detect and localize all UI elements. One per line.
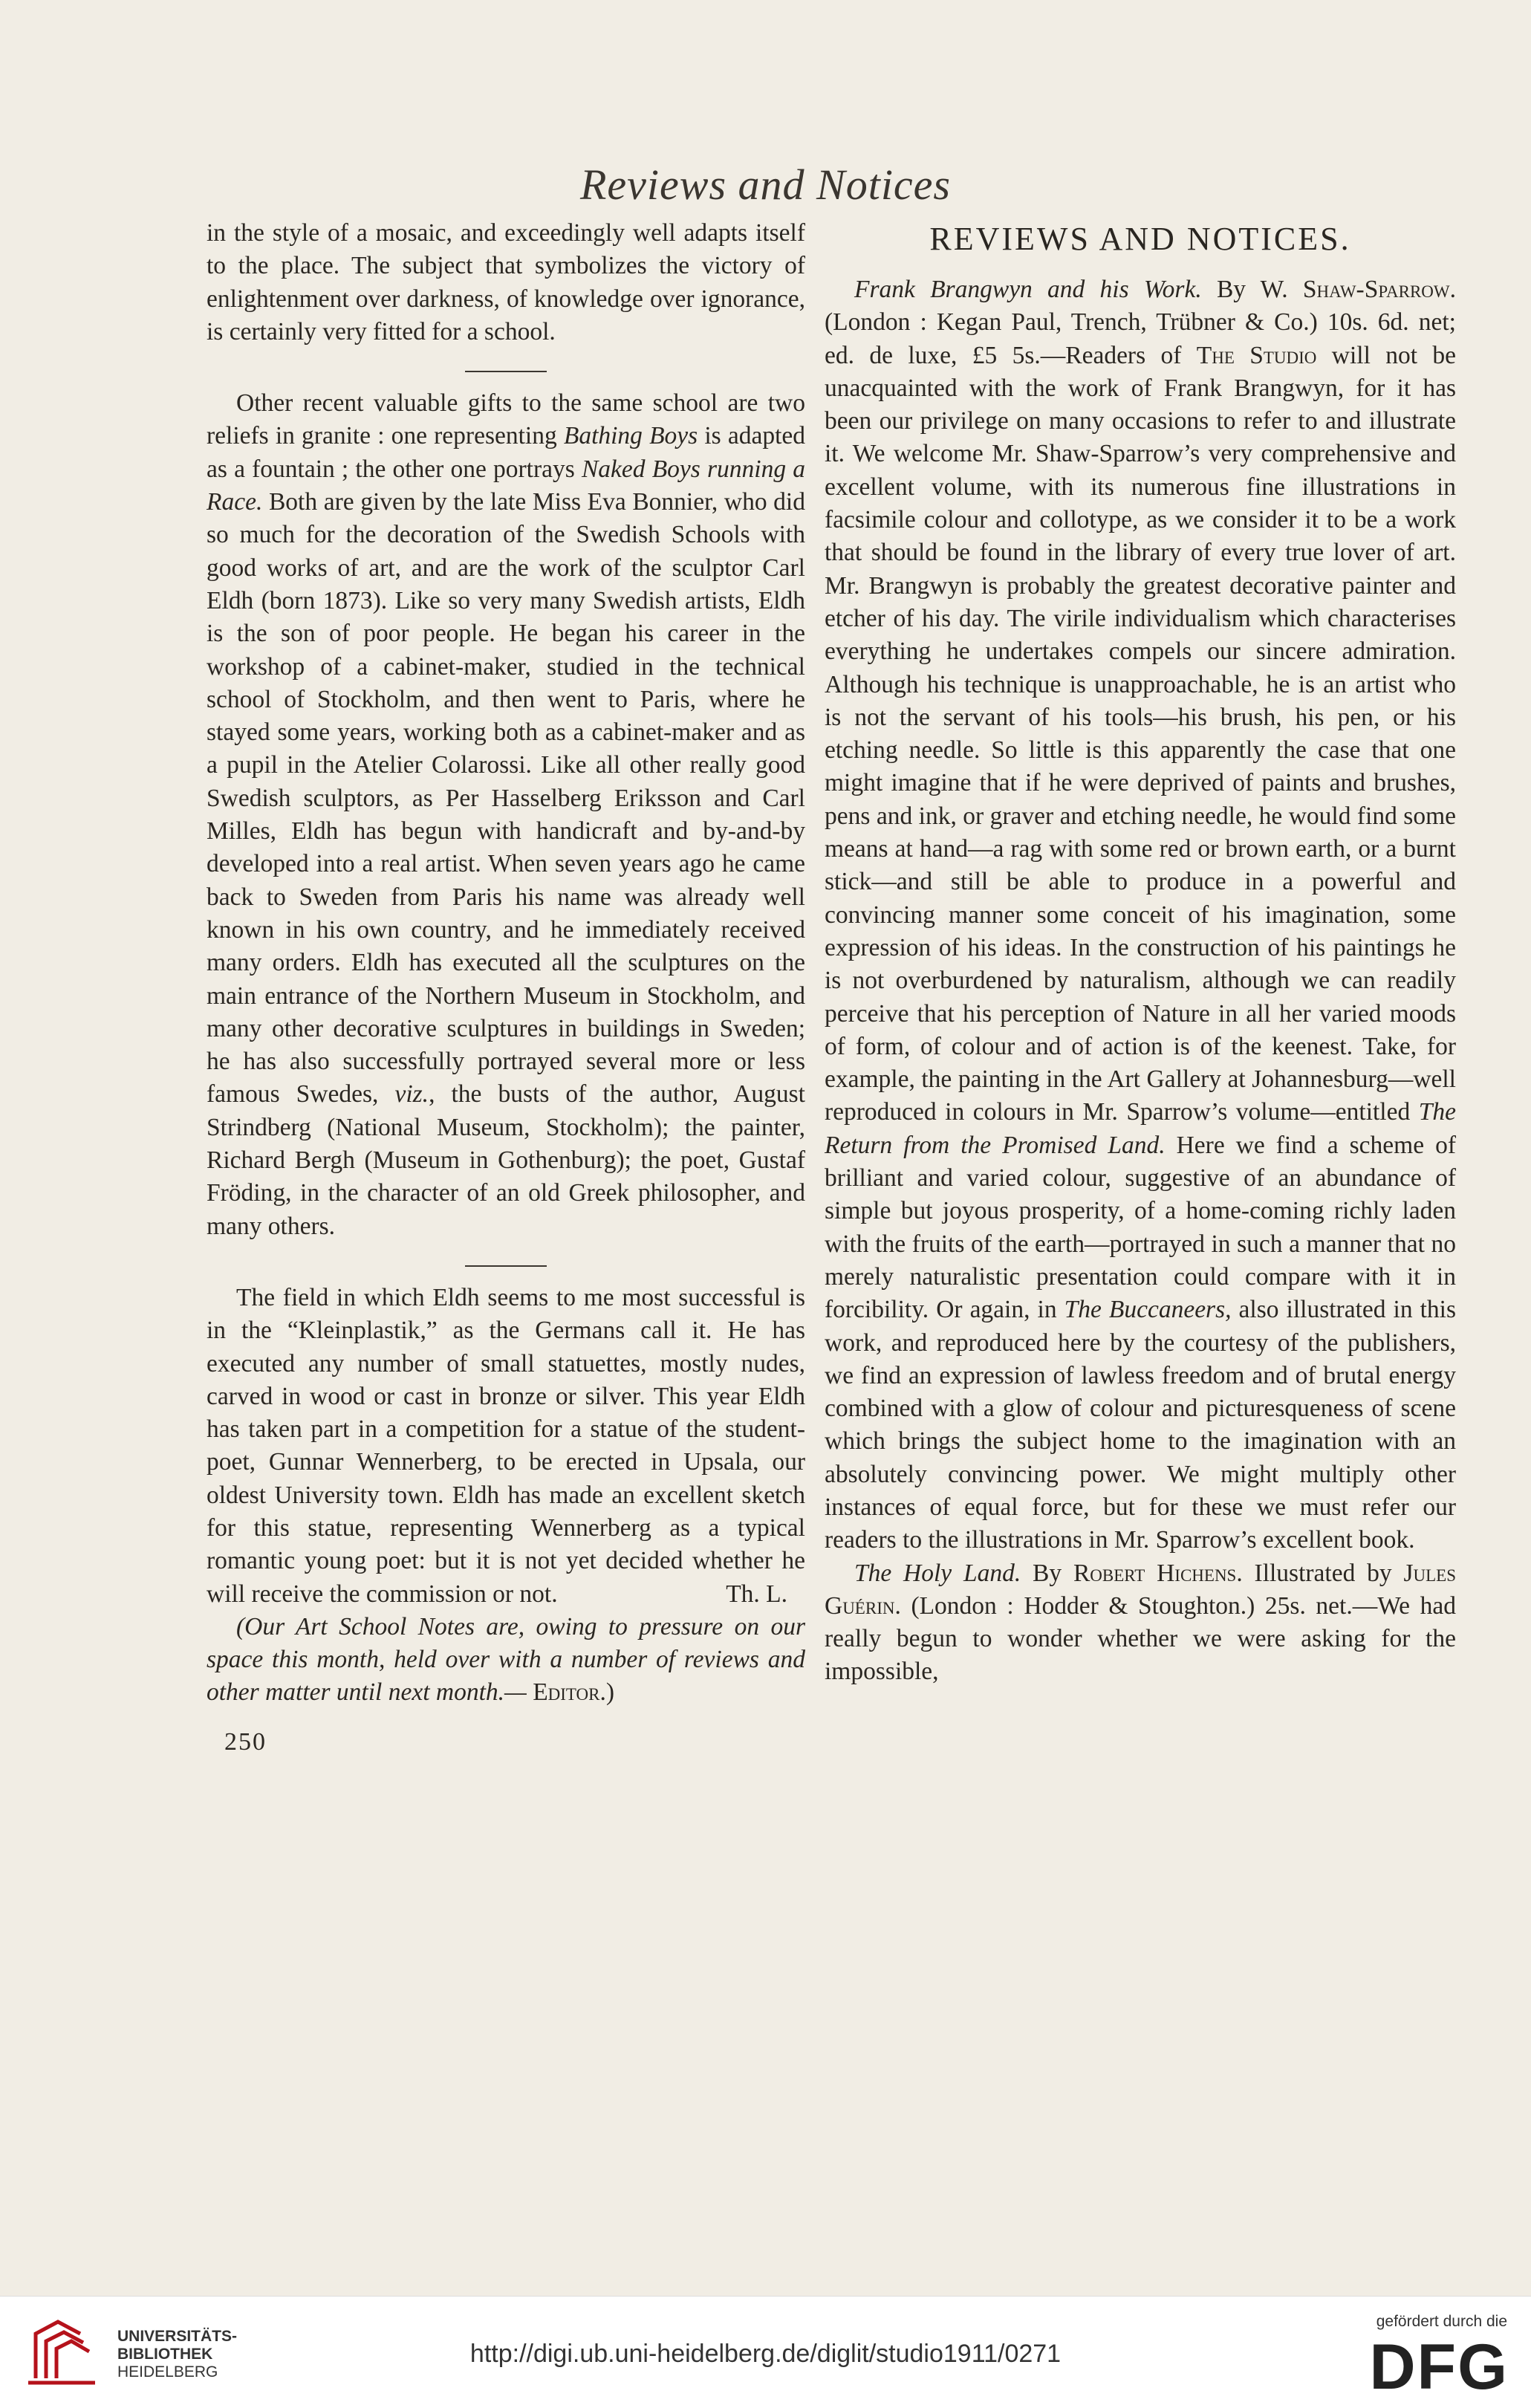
institution-line: BIBLIOTHEK (117, 2346, 213, 2363)
text-run: will not be unacquainted with the work of Frank Brangwyn, for it has been our privilege on many occasions to refer to and illustrate it. We welcome Mr. Shaw-Sparrow’s very comprehensive and excellent volume, with its numerous fine illustrations in facsimile colour and collotype, as we consider it to be a work that should be found in the library of every true lover of art. Mr. Brangwyn is probably the greatest decorative painter and etcher of his day. The virile individualism which characterises everything he undertakes compels our sincere admiration. Although his technique is unapproachable, he is an artist who is not the servant of his tools—his brush, his pen, or his etching needle. So little is this apparently the case that one might imagine that if he were deprived of paints and brushes, pens and ink, or graver and etching needle, he would find some means at hand—a rag with some red or brown earth, or a burnt stick—and still be able to produce in a powerful and convincing manner some conceit of his imagination, some expression of his ideas. In the construction of his paintings he is not overburdened by naturalism, although we can readily perceive that his perception of Nature in all her varied moods of form, of colour and of action is of the keenest. Take, for example, the painting in the Art Gallery at Johannesburg—well reproduced in colours in Mr. Sparrow’s volume—entitled (825, 341, 1457, 1126)
book-author: Robert Hichens. (1073, 1559, 1243, 1587)
text-run: also illustrated in this work, and reproduced here by the courtesy of the publishers, we find an expression of lawless freedom and of brutal energy combined with a glow of colour and picturesqueness of scene which brings the subject home to the imagination with an absolutely convincing power. We might multiply other instances of equal force, but for these we must refer our readers to the illustrations in Mr. Sparrow’s excellent book. (825, 1296, 1457, 1554)
editor-note (207, 1611, 805, 1710)
review-holy-land (825, 1557, 1456, 1689)
dfg-logo: DFG (1369, 2331, 1509, 2403)
left-paragraph-2 (207, 387, 805, 1243)
section-title: REVIEWS AND NOTICES. (929, 221, 1351, 257)
text-run: Both are given by the late Miss Eva Bonnier, who did so much for the decoration of the Swedish Schools with good works of art, and are the work of the sculptor Carl Eldh (born 1873). Like so very many Swedish artists, Eldh is the son of poor people. He began his career in the workshop of a cabinet-maker, studied in the technical school of Stockholm, and then went to Paris, where he stayed some years, working both as a cabinet-maker and as a pupil in the Atelier Colarossi. Like all other really good Swedish sculptors, as Per Hasselberg Eriksson and Carl Milles, Eldh has begun with handicraft and by-and-by developed into a real artist. When seven years ago he came back to Sweden from Paris his name was already well known in his own country, and he immediately received many orders. Eldh has executed all the sculptures on the main entrance of the Northern Museum in Stockholm, and many other decorative sculptures in buildings in Sweden; he has also successfully portrayed several more or less famous Swedes, (207, 488, 805, 1109)
funded-by-label: gefördert durch die (1376, 2313, 1507, 2330)
book-title: The Holy Land. (854, 1559, 1021, 1587)
abbreviation: viz. (394, 1080, 429, 1109)
text-run: Illustrated by (1242, 1559, 1404, 1587)
left-paragraph-3 (207, 1282, 805, 1611)
left-column (207, 217, 805, 1759)
right-column (825, 217, 1456, 1689)
author-signature: Th. L. (726, 1580, 787, 1608)
review-brangwyn (825, 273, 1456, 1557)
artwork-title: Bathing Boys (563, 422, 698, 450)
editor-label: Editor.) (533, 1678, 615, 1707)
text-run: The field in which Eldh seems to me most successful is in the “Kleinplastik,” as the Germans call it. He has executed any number of small statuettes, mostly nudes, carved in wood or cast in bronze or silver. This year Eldh has taken part in a competition for a statue of the student-poet, Gunnar Wennerberg, to be erected in Upsala, our oldest University town. Eldh has made an excellent sketch for this statue, representing Wennerberg as a typical romantic young poet: but it is not yet decided whether he will receive the commission or not. (207, 1283, 805, 1608)
institution-line: UNIVERSITÄTS- (117, 2328, 238, 2345)
permalink-url[interactable]: http://digi.ub.uni-heidelberg.de/diglit/studio1911/0271 (469, 2340, 1062, 2368)
text-run: By (1021, 1559, 1073, 1587)
painting-title: The Return from the Promised Land. (825, 1098, 1456, 1159)
viewer-footer (0, 2296, 1531, 2408)
institution-line: HEIDELBERG (117, 2363, 218, 2381)
text-run: Here we find a scheme of brilliant and varied colour, suggestive of an abundance of simple but joyous prosperity, of a home-coming richly laden with the fruits of the earth—portrayed in such a manner that no merely naturalistic presentation could compare with it in forcibility. Or again, in (825, 1131, 1456, 1324)
left-paragraph-1: in the style of a mosaic, and exceedingly well adapts itself to the place. The subject that symbolizes the victory of enlightenment over darkness, of knowledge over ignorance, is certainly very fitted for a school. (207, 219, 805, 345)
text-run: is adapted as a fountain ; the other one portrays (207, 422, 805, 483)
book-title: Frank Brangwyn and his Work. (854, 276, 1202, 303)
text-run: , the busts of the author, August Strindberg (National Museum, Stockholm); the painter, Richard Bergh (Museum in Gothenburg); the poet, Gustaf Fröding, in the character of an old Greek philosopher, and many others. (207, 1080, 805, 1240)
page-number: 250 (224, 1727, 267, 1756)
section-divider (465, 1265, 547, 1267)
editor-note-text: (Our Art School Notes are, owing to pressure on our space this month, held over with a number of reviews and other matter until next month.— (207, 1612, 805, 1707)
painting-title: The Buccaneers, (1064, 1296, 1232, 1324)
text-run: Other recent valuable gifts to the same school are two reliefs in granite : one representing (207, 389, 805, 450)
book-illustrator: Jules Guérin. (825, 1559, 1456, 1620)
running-head: Reviews and Notices (579, 160, 951, 209)
artwork-title: Naked Boys running a Race. (207, 455, 805, 516)
text-run: (London : Hodder & Stoughton.) 25s. net.—We had really begun to wonder whether we were asking for the impossible, (825, 1591, 1456, 1686)
text-run: By W. (1201, 276, 1303, 303)
publication-details: (London : Kegan Paul, Trench, Trübner & Co.) 10s. 6d. net; ed. de luxe, £5 5s.—Readers of (825, 308, 1456, 369)
book-author: Shaw-Sparrow. (1302, 276, 1456, 303)
journal-name: The Studio (1196, 341, 1317, 369)
section-divider (465, 371, 547, 372)
